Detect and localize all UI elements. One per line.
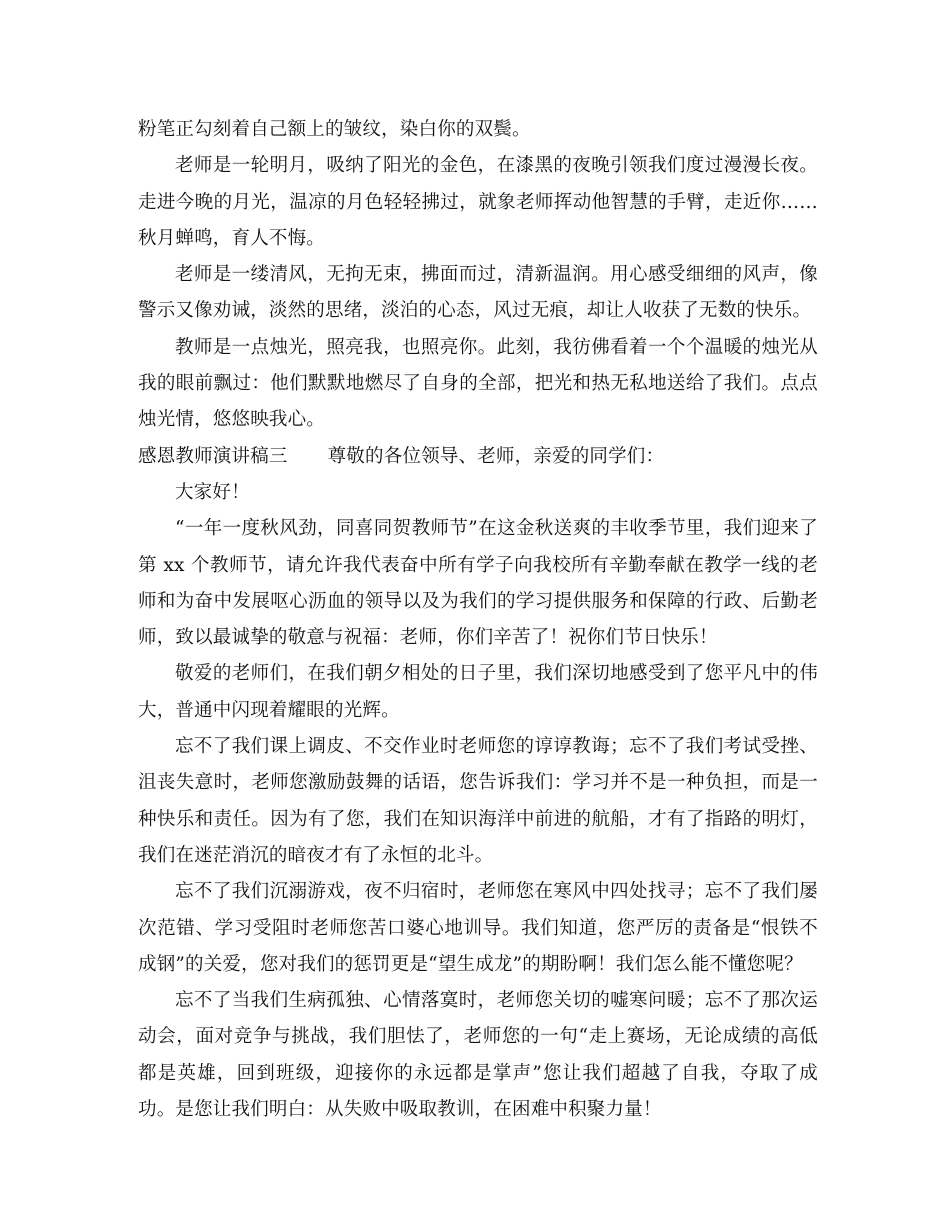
paragraph-greeting: 大家好！ bbox=[175, 481, 250, 503]
paragraph-cannot-forget-2: 忘不了我们沉溺游戏，夜不归宿时，老师您在寒风中四处找寻；忘不了我们屡次范错、学习受阻时老师您苦口婆心地训导。我们知道，您严厉的责备是“恨铁不成钢”的关爱，您对我们的惩罚更是“望生成龙”的期盼啊！我们怎么能不懂您呢？ bbox=[138, 881, 818, 975]
paragraph-wind: 老师是一缕清风，无拘无束，拂面而过，清新温润。用心感受细细的风声，像警示又像劝诫，淡然的思绪，淡泊的心态，风过无痕，却让人收获了无数的快乐。 bbox=[138, 264, 818, 322]
document-body bbox=[138, 112, 818, 1128]
paragraph-cannot-forget-3: 忘不了当我们生病孤独、心情落寞时，老师您关切的嘘寒问暖；忘不了那次运动会，面对竞争与挑战，我们胆怯了，老师您的一句“走上赛场，无论成绩的高低都是英雄，回到班级，迎接你的永远都是掌声”您让我们超越了自我，夺取了成功。是您让我们明白：从失败中吸取教训，在困难中积聚力量！ bbox=[138, 990, 818, 1121]
paragraph-moon: 老师是一轮明月，吸纳了阳光的金色，在漆黑的夜晚引领我们度过漫漫长夜。走进今晚的月光，温凉的月色轻轻拂过，就象老师挥动他智慧的手臂，走近你……秋月蝉鸣，育人不悔。 bbox=[138, 155, 818, 249]
speech-salutation: 尊敬的各位领导、老师，亲爱的同学们： bbox=[327, 445, 665, 467]
paragraph-teachers-day: “一年一度秋风劲，同喜同贺教师节”在这金秋送爽的丰收季节里，我们迎来了第 xx 个教师节，请允许我代表奋中所有学子向我校所有辛勤奉献在教学一线的老师和为奋中发展呕心沥血的领导以及为我们的学习提供服务和保障的行政、后勤老师，致以最诚挚的敬意与祝福：老师，你们辛苦了！祝你们节日快乐！ bbox=[138, 518, 818, 649]
paragraph-candle: 教师是一点烛光，照亮我，也照亮你。此刻，我彷佛看着一个个温暖的烛光从我的眼前飘过：他们默默地燃尽了自身的全部，把光和热无私地送给了我们。点点烛光情，悠悠映我心。 bbox=[138, 336, 818, 431]
paragraph-cannot-forget-1: 忘不了我们课上调皮、不交作业时老师您的谆谆教诲；忘不了我们考试受挫、沮丧失意时，老师您激励鼓舞的话语，您告诉我们：学习并不是一种负担，而是一种快乐和责任。因为有了您，我们在知识海洋中前进的航船，才有了指路的明灯，我们在迷茫消沉的暗夜才有了永恒的北斗。 bbox=[138, 736, 818, 866]
paragraph-continuation: 粉笔正勾刻着自己额上的皱纹，染白你的双鬓。 bbox=[138, 119, 531, 140]
paragraph-dear-teachers: 敬爱的老师们，在我们朝夕相处的日子里，我们深切地感受到了您平凡中的伟大，普通中闪现着耀眼的光辉。 bbox=[138, 663, 818, 721]
speech-heading bbox=[138, 439, 818, 475]
speech-title: 感恩教师演讲稿三 bbox=[138, 445, 288, 467]
